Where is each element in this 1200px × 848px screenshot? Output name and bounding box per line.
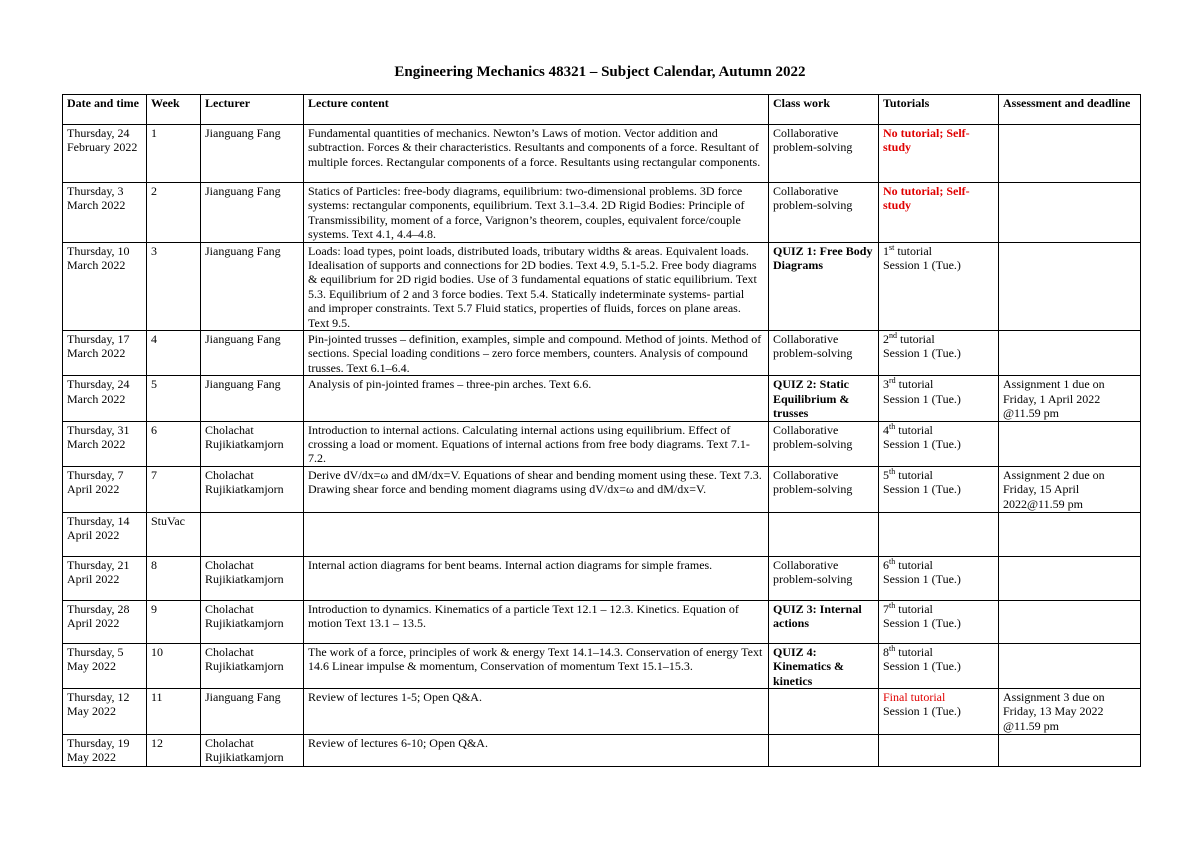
classwork-cell	[769, 688, 879, 734]
date-cell: Thursday, 24 February 2022	[63, 125, 147, 183]
content-cell: Pin-jointed trusses – definition, examples, simple and compound. Method of joints. Method of sections. Special loading conditions – zero force members, counters. Analysis of compound trusses. Text 6.1–6.4.	[304, 331, 769, 376]
lecturer-cell: Cholachat Rujikiatkamjorn	[201, 556, 304, 600]
content-cell: Analysis of pin-jointed frames – three-pin arches. Text 6.6.	[304, 376, 769, 421]
table-row	[63, 421, 1141, 466]
table-row	[63, 331, 1141, 376]
week-cell: 12	[147, 734, 201, 766]
assessment-cell: Assignment 1 due on Friday, 1 April 2022 @11.59 pm	[999, 376, 1141, 421]
classwork-cell: QUIZ 3: Internal actions	[769, 600, 879, 643]
classwork-cell: Collaborative problem-solving	[769, 466, 879, 512]
tutorial-cell	[879, 512, 999, 556]
week-cell: 11	[147, 688, 201, 734]
content-cell: Fundamental quantities of mechanics. Newton’s Laws of motion. Vector addition and subtraction. Forces & their characteristics. Resultants and components of a force. Resultant of multiple forces. Rectangular components of a force. Resultants using rectangular components.	[304, 125, 769, 183]
table-row	[63, 466, 1141, 512]
tutorial-cell: 6th tutorial Session 1 (Tue.)	[879, 556, 999, 600]
assessment-cell	[999, 242, 1141, 330]
classwork-cell: Collaborative problem-solving	[769, 331, 879, 376]
assessment-cell	[999, 512, 1141, 556]
date-cell: Thursday, 7 April 2022	[63, 466, 147, 512]
assessment-cell	[999, 643, 1141, 688]
week-cell: StuVac	[147, 512, 201, 556]
date-cell: Thursday, 3 March 2022	[63, 183, 147, 243]
content-cell: Introduction to dynamics. Kinematics of a particle Text 12.1 – 12.3. Kinetics. Equation of motion Text 13.1 – 13.5.	[304, 600, 769, 643]
date-cell: Thursday, 24 March 2022	[63, 376, 147, 421]
classwork-cell: Collaborative problem-solving	[769, 556, 879, 600]
tutorial-cell: 5th tutorial Session 1 (Tue.)	[879, 466, 999, 512]
lecturer-cell: Jianguang Fang	[201, 331, 304, 376]
week-cell: 10	[147, 643, 201, 688]
date-cell: Thursday, 21 April 2022	[63, 556, 147, 600]
date-cell: Thursday, 14 April 2022	[63, 512, 147, 556]
week-cell: 2	[147, 183, 201, 243]
content-cell: Internal action diagrams for bent beams. Internal action diagrams for simple frames.	[304, 556, 769, 600]
header-assessment: Assessment and deadline	[999, 95, 1141, 125]
header-lecture-content: Lecture content	[304, 95, 769, 125]
tutorial-cell: 4th tutorial Session 1 (Tue.)	[879, 421, 999, 466]
week-cell: 1	[147, 125, 201, 183]
content-cell: Derive dV/dx=ω and dM/dx=V. Equations of shear and bending moment using these. Text 7.3. Drawing shear force and bending moment diagrams using dV/dx=ω and dM/dx=V.	[304, 466, 769, 512]
classwork-cell	[769, 512, 879, 556]
header-class-work: Class work	[769, 95, 879, 125]
week-cell: 8	[147, 556, 201, 600]
assessment-cell	[999, 600, 1141, 643]
assessment-cell: Assignment 3 due on Friday, 13 May 2022 @11.59 pm	[999, 688, 1141, 734]
classwork-cell: QUIZ 2: Static Equilibrium & trusses	[769, 376, 879, 421]
assessment-cell	[999, 556, 1141, 600]
week-cell: 7	[147, 466, 201, 512]
classwork-cell: Collaborative problem-solving	[769, 421, 879, 466]
lecturer-cell: Cholachat Rujikiatkamjorn	[201, 734, 304, 766]
table-row	[63, 512, 1141, 556]
content-cell: Introduction to internal actions. Calculating internal actions using equilibrium. Effect of crossing a load or moment. Equations of internal actions from free body diagrams. Text 7.1-7.2.	[304, 421, 769, 466]
tutorial-cell: 8th tutorial Session 1 (Tue.)	[879, 643, 999, 688]
lecturer-cell: Cholachat Rujikiatkamjorn	[201, 643, 304, 688]
lecturer-cell: Jianguang Fang	[201, 688, 304, 734]
lecturer-cell: Cholachat Rujikiatkamjorn	[201, 600, 304, 643]
tutorial-cell: 1st tutorial Session 1 (Tue.)	[879, 242, 999, 330]
table-row	[63, 183, 1141, 243]
tutorial-cell: No tutorial; Self-study	[879, 125, 999, 183]
table-row	[63, 376, 1141, 421]
lecturer-cell: Jianguang Fang	[201, 242, 304, 330]
page-title: Engineering Mechanics 48321 – Subject Calendar, Autumn 2022	[394, 64, 806, 80]
tutorial-cell	[879, 734, 999, 766]
table-row	[63, 643, 1141, 688]
table-row	[63, 734, 1141, 766]
content-cell: Loads: load types, point loads, distributed loads, tributary widths & areas. Equivalent loads. Idealisation of supports and connections for 2D bodies. Text 4.9, 5.1-5.2. Free body diagrams & equilibrium for 2D rigid bodies. Use of 3 fundamental equations of static equilibrium. Text 5.3. Equilibrium of 2 and 3 force bodies. Text 5.4. Statically indeterminate systems- partial and improper constraints. Text 5.7 Fluid statics, properties of fluids, forces on plane areas. Text 9.5.	[304, 242, 769, 330]
content-cell: Review of lectures 6-10; Open Q&A.	[304, 734, 769, 766]
content-cell	[304, 512, 769, 556]
date-cell: Thursday, 5 May 2022	[63, 643, 147, 688]
date-cell: Thursday, 17 March 2022	[63, 331, 147, 376]
week-cell: 6	[147, 421, 201, 466]
content-cell: The work of a force, principles of work & energy Text 14.1–14.3. Conservation of energy Text 14.6 Linear impulse & momentum, Conservation of momentum Text 15.1–15.3.	[304, 643, 769, 688]
date-cell: Thursday, 10 March 2022	[63, 242, 147, 330]
classwork-cell: QUIZ 4: Kinematics & kinetics	[769, 643, 879, 688]
tutorial-cell: 3rd tutorial Session 1 (Tue.)	[879, 376, 999, 421]
week-cell: 4	[147, 331, 201, 376]
header-lecturer: Lecturer	[201, 95, 304, 125]
lecturer-cell	[201, 512, 304, 556]
tutorial-cell: Final tutorial Session 1 (Tue.)	[879, 688, 999, 734]
table-row	[63, 125, 1141, 183]
date-cell: Thursday, 28 April 2022	[63, 600, 147, 643]
week-cell: 5	[147, 376, 201, 421]
content-cell: Review of lectures 1-5; Open Q&A.	[304, 688, 769, 734]
header-week: Week	[147, 95, 201, 125]
assessment-cell	[999, 183, 1141, 243]
classwork-cell: QUIZ 1: Free Body Diagrams	[769, 242, 879, 330]
lecturer-cell: Jianguang Fang	[201, 183, 304, 243]
date-cell: Thursday, 19 May 2022	[63, 734, 147, 766]
table-row	[63, 556, 1141, 600]
assessment-cell	[999, 331, 1141, 376]
header-date: Date and time	[63, 95, 147, 125]
assessment-cell	[999, 734, 1141, 766]
subject-calendar-table	[62, 94, 1141, 767]
classwork-cell: Collaborative problem-solving	[769, 125, 879, 183]
content-cell: Statics of Particles: free-body diagrams, equilibrium: two-dimensional problems. 3D force systems: rectangular components, equilibrium. Text 3.1–3.4. 2D Rigid Bodies: Principle of Transmissibility, moment of a force, Varignon’s theorem, couples, equivalent force/couple systems. Text 4.1, 4.4–4.8.	[304, 183, 769, 243]
lecturer-cell: Jianguang Fang	[201, 125, 304, 183]
week-cell: 3	[147, 242, 201, 330]
assessment-cell: Assignment 2 due on Friday, 15 April 2022@11.59 pm	[999, 466, 1141, 512]
header-row	[63, 95, 1141, 125]
assessment-cell	[999, 421, 1141, 466]
date-cell: Thursday, 12 May 2022	[63, 688, 147, 734]
table-row	[63, 688, 1141, 734]
week-cell: 9	[147, 600, 201, 643]
date-cell: Thursday, 31 March 2022	[63, 421, 147, 466]
tutorial-cell: 2nd tutorial Session 1 (Tue.)	[879, 331, 999, 376]
tutorial-cell: No tutorial; Self-study	[879, 183, 999, 243]
table-row	[63, 600, 1141, 643]
classwork-cell	[769, 734, 879, 766]
assessment-cell	[999, 125, 1141, 183]
classwork-cell: Collaborative problem-solving	[769, 183, 879, 243]
header-tutorials: Tutorials	[879, 95, 999, 125]
table-row	[63, 242, 1141, 330]
lecturer-cell: Cholachat Rujikiatkamjorn	[201, 421, 304, 466]
tutorial-cell: 7th tutorial Session 1 (Tue.)	[879, 600, 999, 643]
lecturer-cell: Jianguang Fang	[201, 376, 304, 421]
lecturer-cell: Cholachat Rujikiatkamjorn	[201, 466, 304, 512]
